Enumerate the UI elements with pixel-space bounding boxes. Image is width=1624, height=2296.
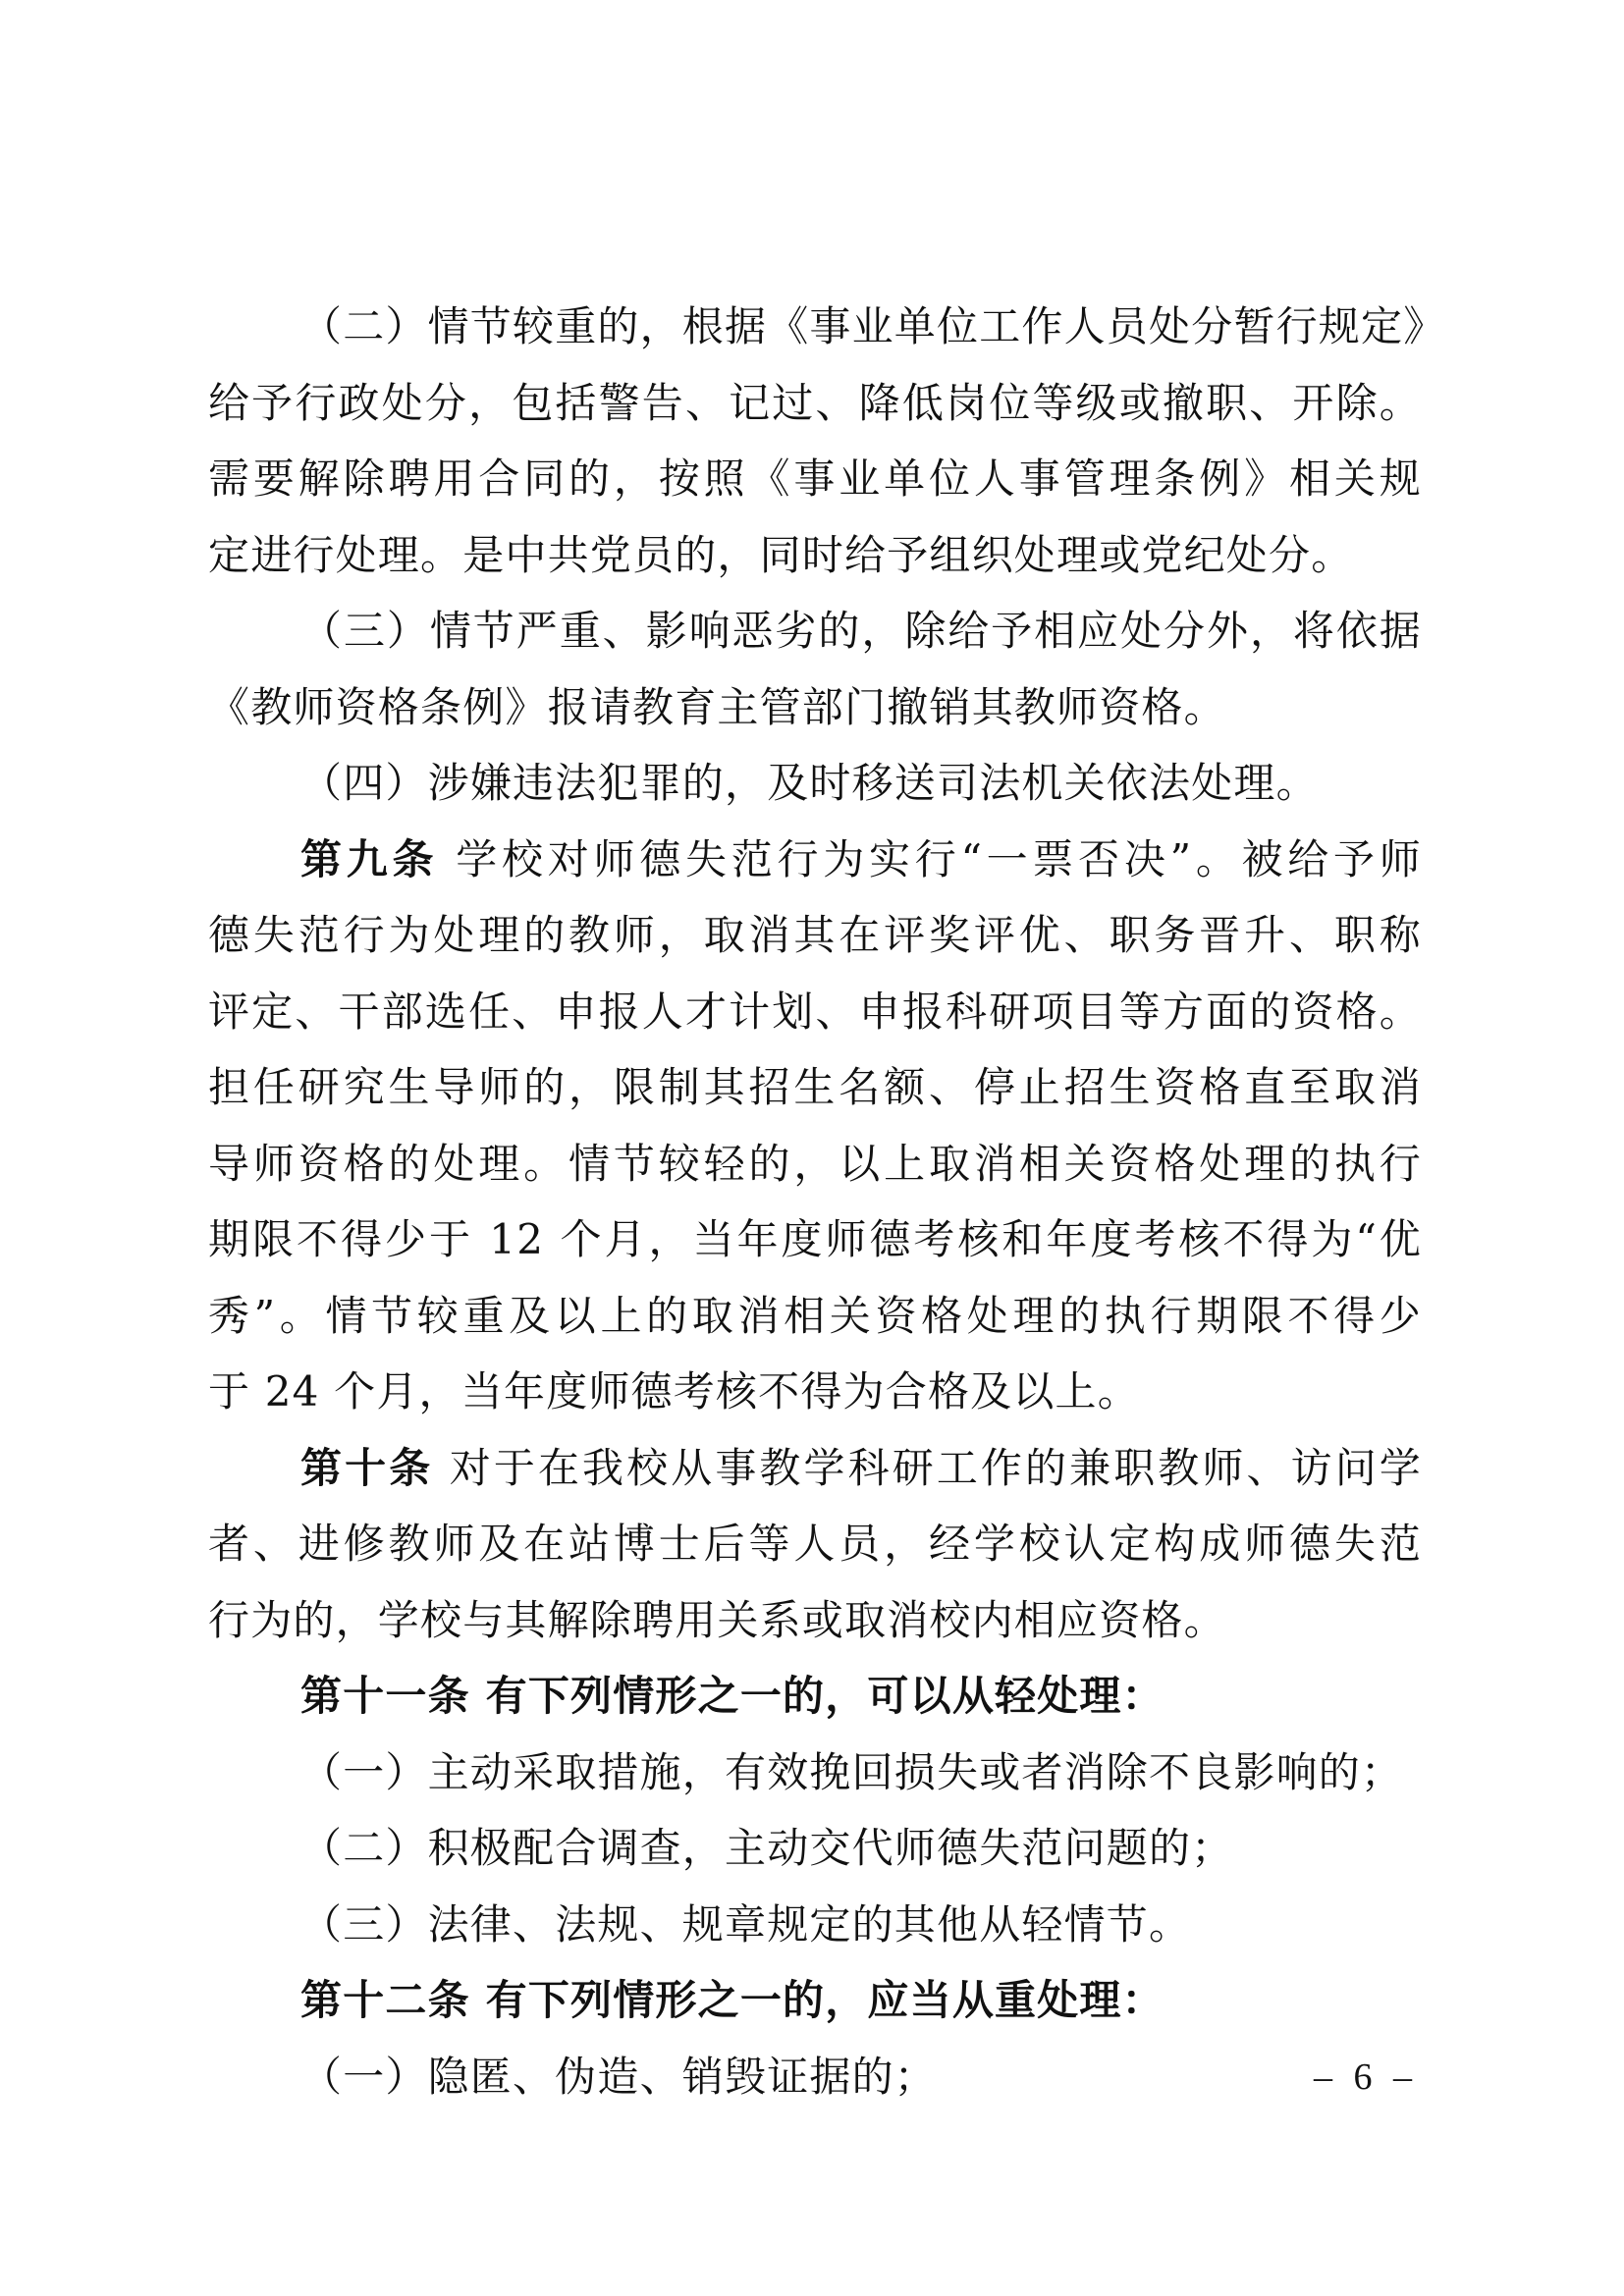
text-line: （三）情节严重、影响恶劣的，除给予相应处分外，将依据 [300,607,1422,655]
text-line: 德失范行为处理的教师，取消其在评奖评优、职务晋升、职称 [208,911,1422,959]
article-11-heading: 第十一条 有下列情形之一的，可以从轻处理： [300,1672,1164,1720]
text-line: 导师资格的处理。情节较轻的，以上取消相关资格处理的执行 [208,1139,1422,1188]
text-line: （一）隐匿、伪造、销毁证据的； [300,2052,938,2101]
text-span: 学校对师德失范行为实行“一票否决”。被给予师 [438,834,1422,883]
text-line: 评定、干部选任、申报人才计划、申报科研项目等方面的资格。 [208,987,1422,1036]
text-span: 对于在我校从事教学科研工作的兼职教师、访问学 [433,1443,1422,1492]
document-body [208,289,1446,2114]
text-line: 行为的，学校与其解除聘用关系或取消校内相应资格。 [208,1595,1226,1644]
text-line: 于 24 个月，当年度师德考核不得为合格及以上。 [208,1367,1140,1415]
page-number: – 6 – [1314,2056,1418,2098]
text-line: 秀”。情节较重及以上的取消相关资格处理的执行期限不得少 [208,1291,1422,1340]
text-line: （一）主动采取措施，有效挽回损失或者消除不良影响的； [300,1747,1404,1796]
text-line: （三）法律、法规、规章规定的其他从轻情节。 [300,1899,1192,1949]
text-line: （四）涉嫌违法犯罪的，及时移送司法机关依法处理。 [300,759,1319,807]
text-line: 给予行政处分，包括警告、记过、降低岗位等级或撤职、开除。 [208,378,1422,427]
text-line: 者、进修教师及在站博士后等人员，经学校认定构成师德失范 [208,1520,1422,1568]
text-line: 期限不得少于 12 个月，当年度师德考核和年度考核不得为“优 [208,1215,1422,1263]
article-10-heading: 第十条 [300,1443,434,1492]
article-10-first-line [208,1430,1422,1507]
article-9-first-line [208,822,1422,898]
text-line: 需要解除聘用合同的，按照《事业单位人事管理条例》相关规 [208,454,1422,503]
text-line: 《教师资格条例》报请教育主管部门撤销其教师资格。 [208,682,1226,731]
text-line: （二）情节较重的，根据《事业单位工作人员处分暂行规定》 [300,302,1446,350]
article-12-heading: 第十二条 有下列情形之一的，应当从重处理： [300,1976,1164,2024]
text-line: （二）积极配合调查，主动交代师德失范问题的； [300,1824,1234,1872]
text-line: 定进行处理。是中共党员的，同时给予组织处理或党纪处分。 [208,530,1354,579]
article-9-heading: 第九条 [300,834,439,883]
text-line: 担任研究生导师的，限制其招生名额、停止招生资格直至取消 [208,1063,1422,1111]
